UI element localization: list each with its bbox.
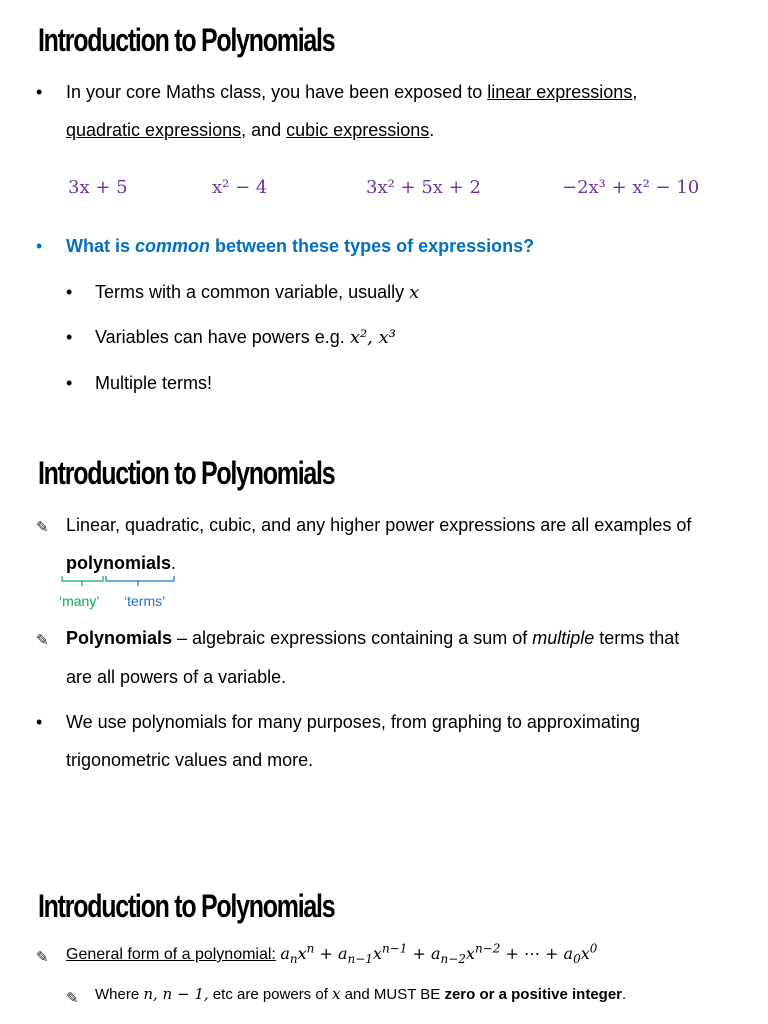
pencil-arrow-icon: ✎ [36,632,49,649]
terms-brace [106,576,174,586]
bullet-icon: • [36,712,43,732]
polynomials-word: polynomials [66,553,172,573]
item2-line2: are all powers of a variable. [66,667,287,687]
general-form-formula: $a_nx^n + a_{n-1}x^{n-1} + a_{n-2}x^{n-2}$ + ⋯ + $a_0x^0$ [280,941,598,967]
item2-line1 [66,628,679,649]
bullet-icon: • [66,373,73,393]
many-brace [62,576,103,586]
subitem-2-math: x², x³ [349,327,396,348]
etymology-braces [60,574,180,588]
pencil-arrow-icon: ✎ [66,990,79,1007]
bullet-icon: • [36,236,43,256]
powers-note-must: and MUST BE [340,986,445,1003]
subitem-1-math: x [409,282,420,303]
subitem-2 [95,327,396,348]
general-form-label: General form of a polynomial: [66,946,276,963]
bullet1-sep: , [632,82,638,102]
item1-line2 [66,553,176,574]
example-expression-4: −2x³ + x² − 10 [562,177,700,198]
label-many: ‘many’ [59,593,100,609]
powers-note-mid: etc are powers of [208,986,333,1003]
powers-note [95,985,626,1003]
section2-title: Introduction to Polynomials [38,455,335,491]
subitem-2-text: Variables can have powers e.g. [95,327,350,347]
subitem-1 [95,282,419,303]
item3-line1: We use polynomials for many purposes, from graphing to approximating [66,712,640,732]
powers-note-math: n, n − 1, [143,985,209,1003]
label-terms: ‘terms’ [124,593,166,609]
subitem-3: Multiple terms! [95,373,213,393]
example-expression-3: 3x² + 5x + 2 [366,177,481,198]
item2-post: terms that [594,628,680,648]
cubic-expressions-link: cubic expressions [286,120,430,140]
bullet-icon: • [66,282,73,302]
powers-note-end: . [622,986,627,1003]
bullet1-pre: In your core Maths class, you have been exposed to [66,82,488,102]
section1-title: Introduction to Polynomials [38,22,335,58]
pencil-arrow-icon: ✎ [36,949,49,966]
item3-line2: trigonometric values and more. [66,750,314,770]
question-post: between these types of expressions? [210,236,535,256]
polynomials-bold: Polynomials [66,628,173,648]
bullet1-mid: , and [241,120,287,140]
question-emphasis: common [135,236,211,256]
subitem-1-text: Terms with a common variable, usually [95,282,410,302]
general-form-line [66,941,598,967]
powers-note-x: x [332,985,341,1003]
bullet1-end: . [429,120,435,140]
bullet1-line1 [66,82,637,103]
example-expression-1: 3x + 5 [68,177,128,198]
item1-end: . [171,553,177,573]
question-line [66,236,534,257]
bullet-icon: • [36,82,43,102]
example-expression-2: x² − 4 [212,177,268,198]
item2-emphasis: multiple [532,628,595,648]
powers-note-bold: zero or a positive integer [444,986,622,1003]
powers-note-pre: Where [95,986,144,1003]
item2-pre: – algebraic expressions containing a sum of [172,628,533,648]
linear-expressions-link: linear expressions [487,82,633,102]
bullet-icon: • [66,327,73,347]
quadratic-expressions-link: quadratic expressions [66,120,242,140]
pencil-arrow-icon: ✎ [36,519,49,536]
item1-line1: Linear, quadratic, cubic, and any higher power expressions are all examples of [66,515,692,535]
bullet1-line2 [66,120,434,141]
question-pre: What is [66,236,136,256]
section3-title: Introduction to Polynomials [38,888,335,924]
